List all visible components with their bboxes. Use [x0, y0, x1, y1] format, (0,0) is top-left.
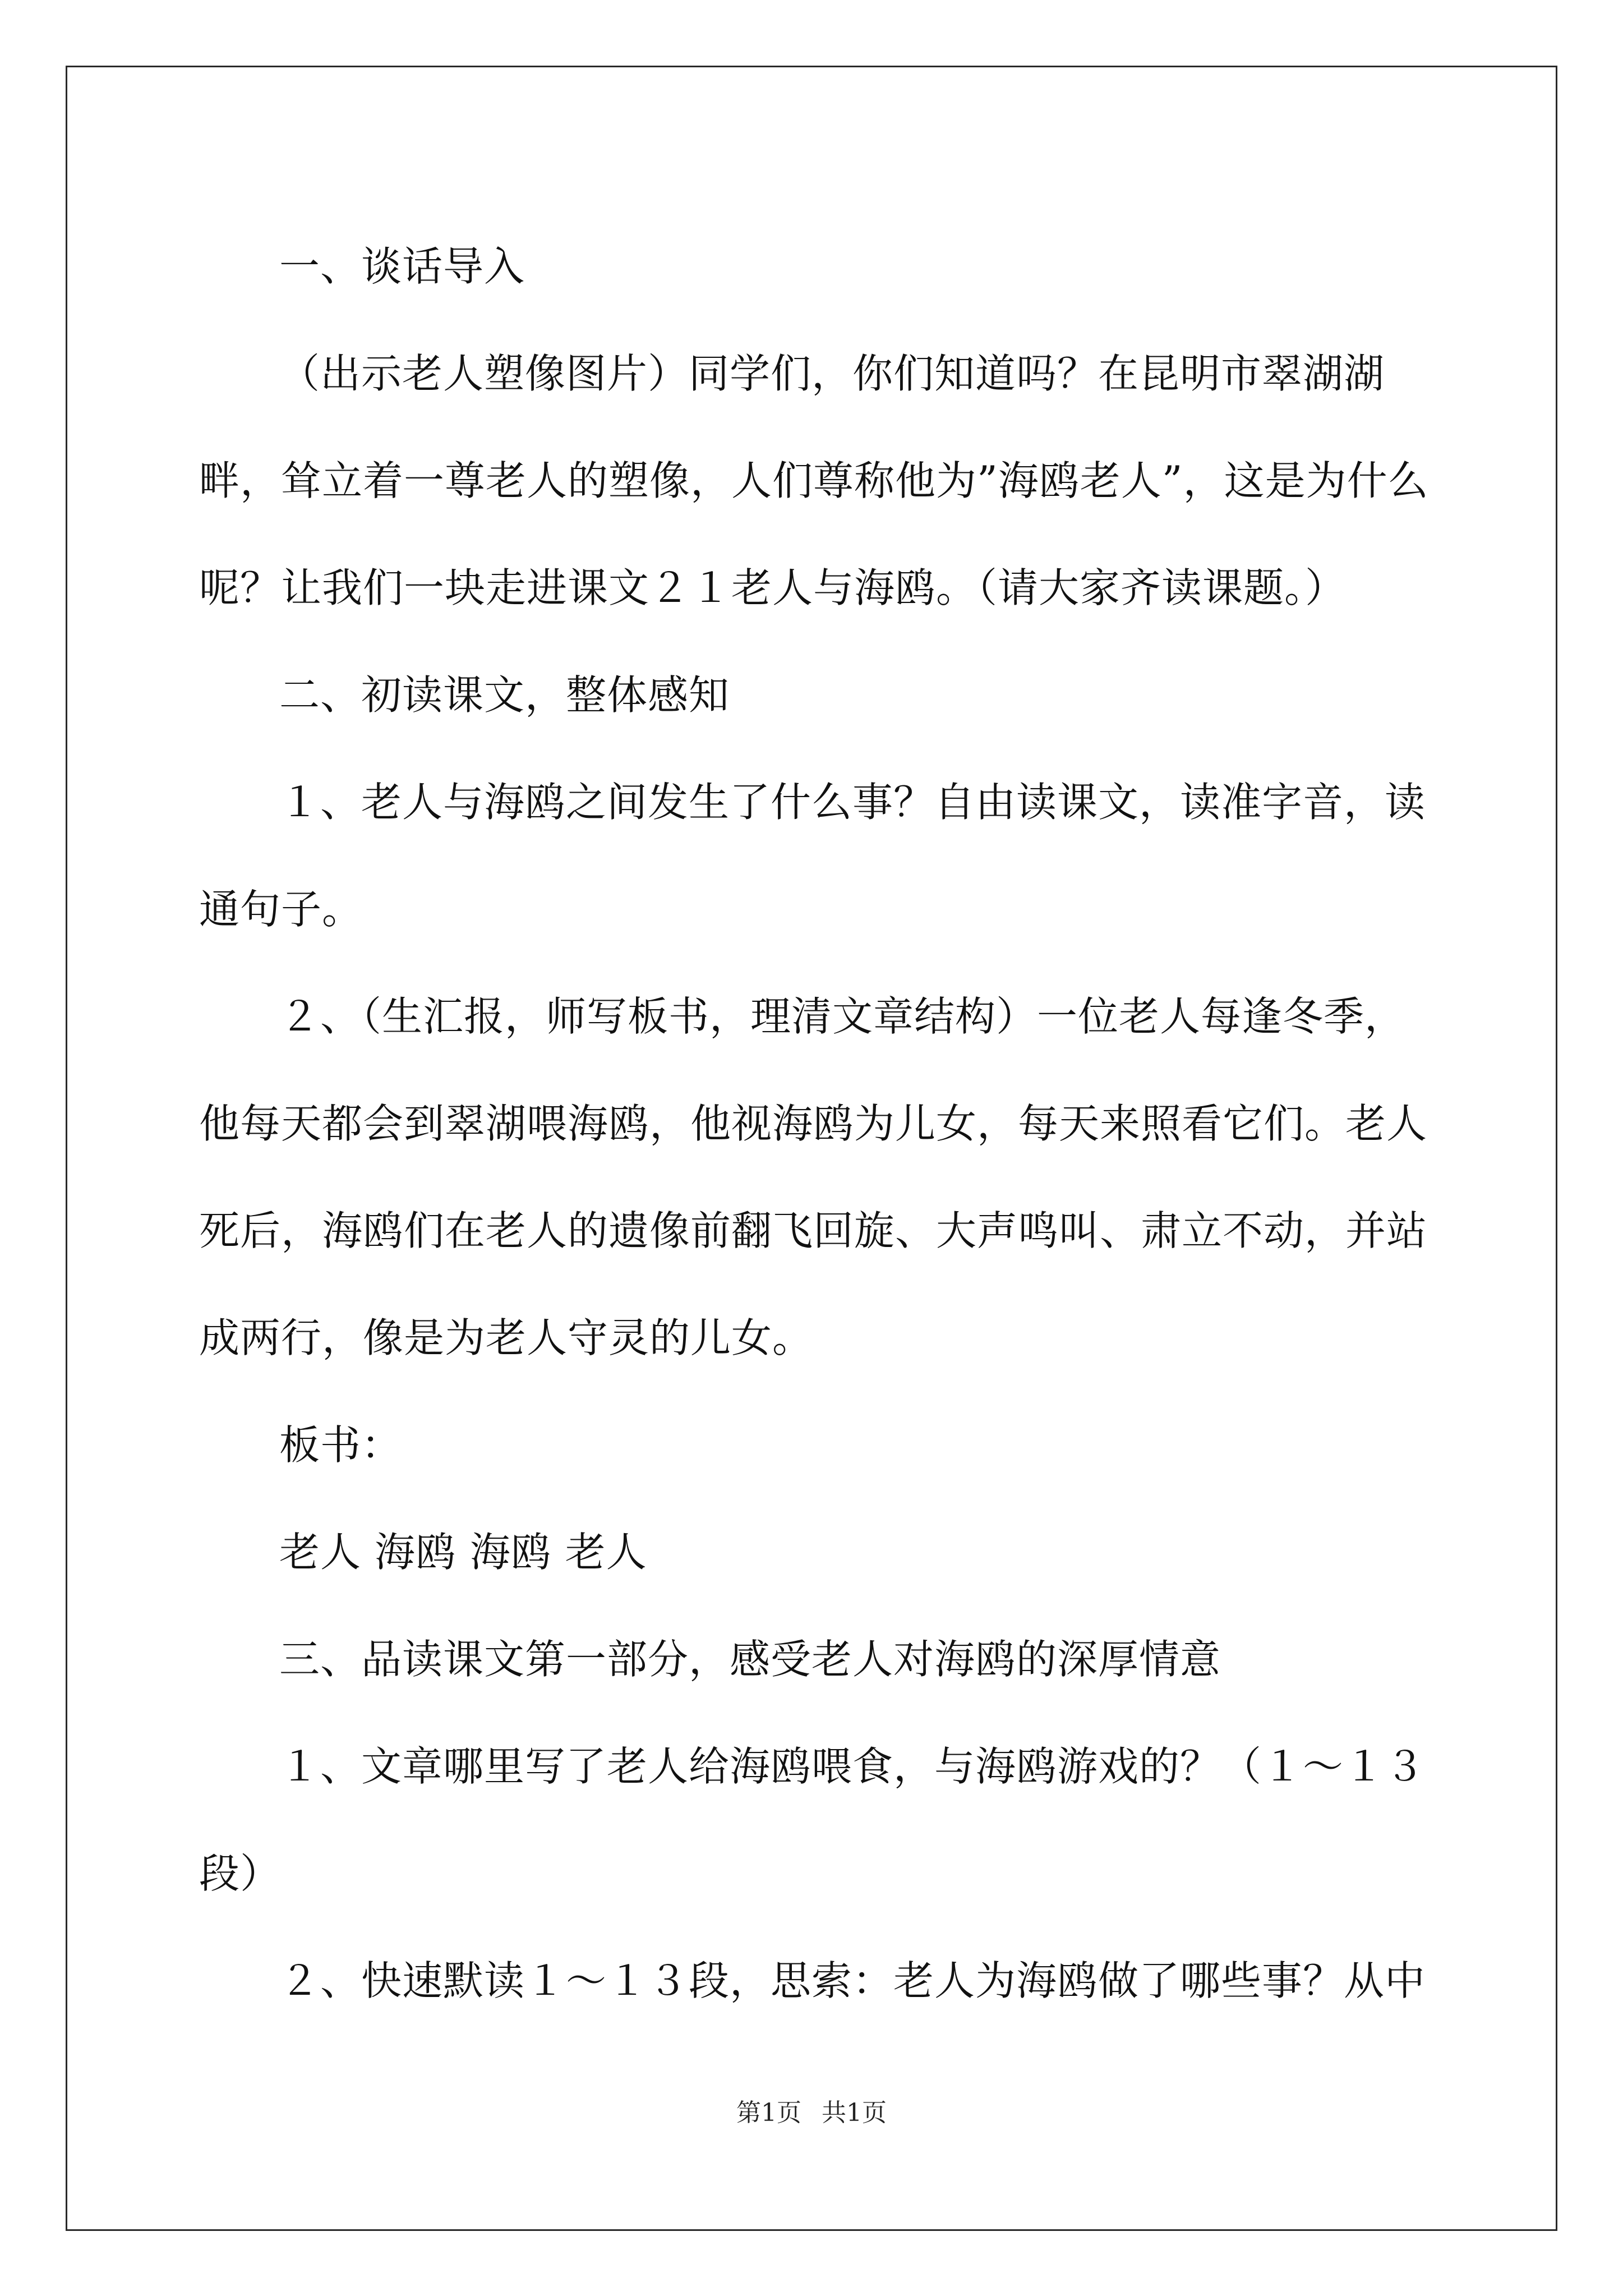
paragraph-item-4: ２、快速默读１～１３段，思索：老人为海鸥做了哪些事？从中 [279, 1957, 1426, 2004]
page-number: 第1页 [736, 2099, 801, 2127]
page-total: 共1页 [822, 2099, 887, 2127]
heading-1: 一、谈话导入 [279, 243, 525, 290]
paragraph-item-1: １、老人与海鸥之间发生了什么事？自由读课文，读准字音，读通句子。 [199, 779, 1426, 933]
board-label: 板书： [279, 1421, 403, 1469]
paragraph-intro: （出示老人塑像图片）同学们，你们知道吗？在昆明市翠湖湖畔，耸立着一尊老人的塑像，人们尊称他为”海鸥老人”，这是为什么呢？让我们一块走进课文２１老人与海鸥。（请大家齐读课题。） [199, 350, 1429, 611]
paragraph-item-2: ２、（生汇报，师写板书，理清文章结构）一位老人每逢冬季，他每天都会到翠湖喂海鸥，他视海鸥为儿女，每天来照看它们。老人死后，海鸥们在老人的遗像前翻飞回旋、大声鸣叫、肃立不动，并站成两行，像是为老人守灵的儿女。 [199, 993, 1428, 1361]
board-content: 老人 海鸥 海鸥 老人 [279, 1529, 647, 1576]
heading-2: 二、初读课文，整体感知 [279, 671, 730, 719]
paragraph-item-3: １、文章哪里写了老人给海鸥喂食，与海鸥游戏的？（１～１３段） [199, 1743, 1426, 1897]
page-footer [0, 2092, 1623, 2128]
heading-3: 三、品读课文第一部分，感受老人对海鸥的深厚情意 [279, 1636, 1221, 1683]
document-body [199, 213, 1433, 2035]
